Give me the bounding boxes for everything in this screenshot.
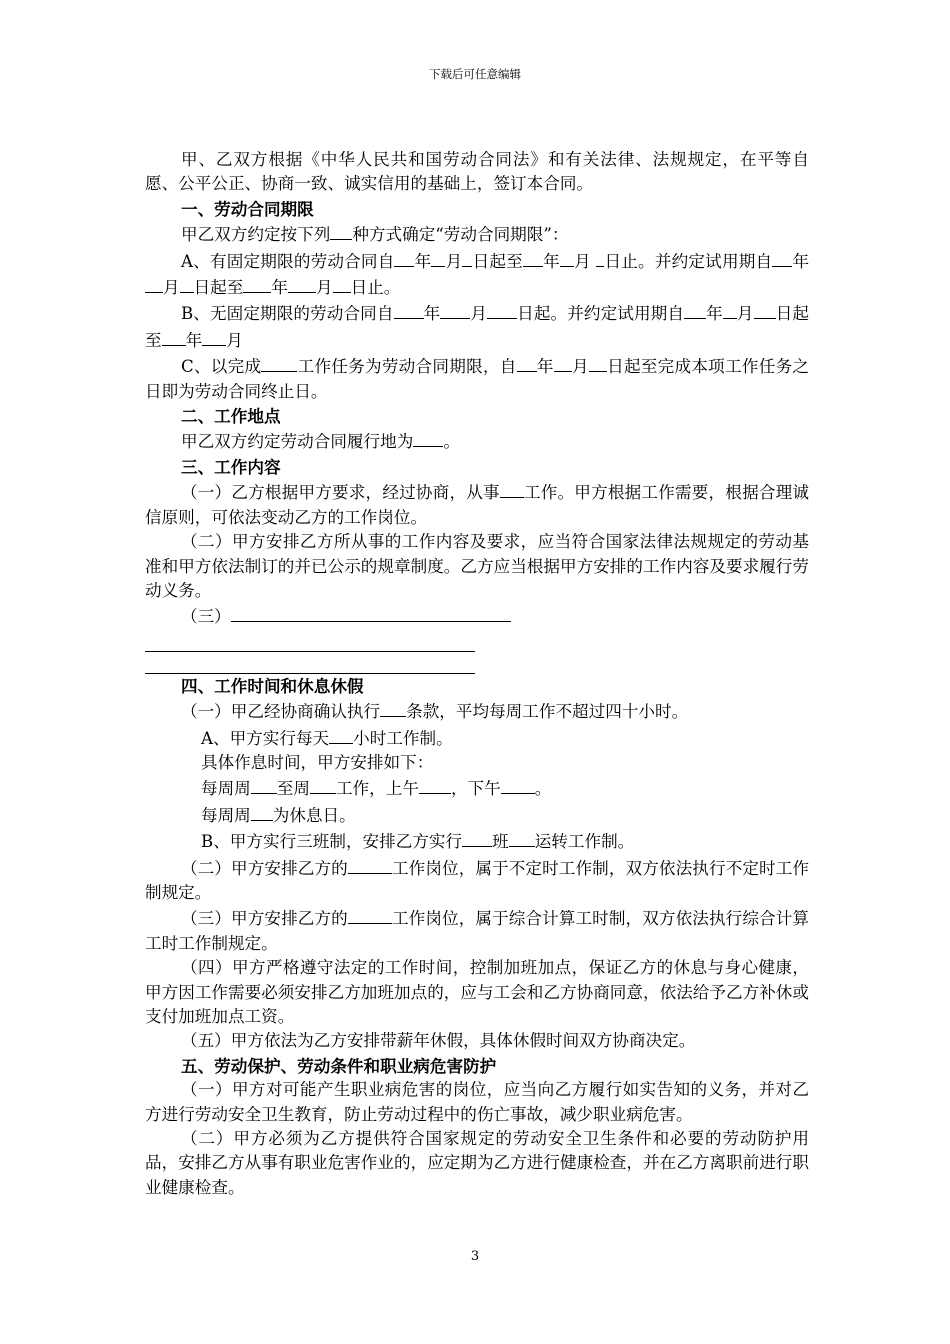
s3-item-2: （二）甲方安排乙方所从事的工作内容及要求，应当符合国家法律法规规定的劳动基准和甲方依法制订的并已公示的规章制度。乙方应当根据甲方安排的工作内容及要求履行劳动义务。 (145, 532, 809, 600)
s1-option-b: B、无固定期限的劳动合同自 年 月 日起。并约定试用期自 年 月 日起至 年 月 (145, 300, 809, 353)
s4-item-2: （二）甲方安排乙方的 工作岗位，属于不定时工作制，双方依法执行不定时工作制规定。 (145, 855, 809, 906)
blank-line (145, 630, 475, 652)
s4-item-4: （四）甲方严格遵守法定的工作时间，控制加班加点，保证乙方的休息与身心健康，甲方因工作需要必须安排乙方加班加点的，应与工会和乙方协商同意，依法给予乙方补休或支付加班加点工资。 (145, 958, 809, 1026)
page-number: 3 (470, 1249, 480, 1264)
section-2-title: 二、工作地点 (181, 406, 281, 427)
s4-item-3: （三）甲方安排乙方的 工作岗位，属于综合计算工时制，双方依法执行综合计算工时工作制规定。 (145, 905, 809, 956)
section-1-title: 一、劳动合同期限 (181, 198, 314, 219)
s5-item-1: （一）甲方对可能产生职业病危害的岗位，应当向乙方履行如实告知的义务，并对乙方进行劳动安全卫生教育，防止劳动过程中的伤亡事故，减少职业病危害。 (145, 1080, 809, 1124)
blank-line (145, 652, 475, 674)
section-4-title: 四、工作时间和休息休假 (181, 675, 364, 696)
section-3-title: 三、工作内容 (181, 456, 281, 477)
s1-option-c: C、以完成 工作任务为劳动合同期限，自 年 月 日起至完成本项工作任务之日即为劳动合同终止日。 (145, 353, 809, 404)
s3-item-3: （三） (145, 603, 809, 629)
s4-option-a: A、甲方实行每天 小时工作制。 (145, 725, 809, 751)
s4-rest-day-line: 每周周 为休息日。 (145, 802, 809, 828)
contract-body (145, 148, 809, 1200)
s4-item-1: （一）甲乙经协商确认执行 条款，平均每周工作不超过四十小时。 (145, 698, 809, 724)
page-header: 下载后可任意编辑 (429, 67, 521, 81)
s4-item-5: （五）甲方依法为乙方安排带薪年休假，具体休假时间双方协商决定。 (181, 1031, 696, 1051)
section-5-title: 五、劳动保护、劳动条件和职业病危害防护 (181, 1055, 497, 1076)
s1-option-a: A、有固定期限的劳动合同自 年 月 日起至 年 月 日止。并约定试用期自 年月 日起至 年 月 日止。 (145, 248, 809, 301)
s4-option-b: B、甲方实行三班制，安排乙方实行 班 运转工作制。 (145, 828, 809, 854)
s2-location-line: 甲乙双方约定劳动合同履行地为 。 (145, 428, 809, 454)
s3-item-1: （一）乙方根据甲方要求，经过协商，从事 工作。甲方根据工作需要，根据合理诚信原则，可依法变动乙方的工作岗位。 (145, 479, 809, 530)
s1-method-line: 甲乙双方约定按下列 种方式确定“劳动合同期限”： (145, 221, 809, 247)
s4-schedule-line: 每周周 至周 工作，上午 ，下午 。 (145, 775, 809, 801)
intro-paragraph: 甲、乙双方根据《中华人民共和国劳动合同法》和有关法律、法规规定，在平等自愿、公平公正、协商一致、诚实信用的基础上，签订本合同。 (145, 150, 809, 194)
s5-item-2: （二）甲方必须为乙方提供符合国家规定的劳动安全卫生条件和必要的劳动防护用品，安排乙方从事有职业危害作业的，应定期为乙方进行健康检查，并在乙方离职前进行职业健康检查。 (145, 1129, 809, 1197)
s4-schedule-intro: 具体作息时间，甲方安排如下： (201, 752, 434, 772)
